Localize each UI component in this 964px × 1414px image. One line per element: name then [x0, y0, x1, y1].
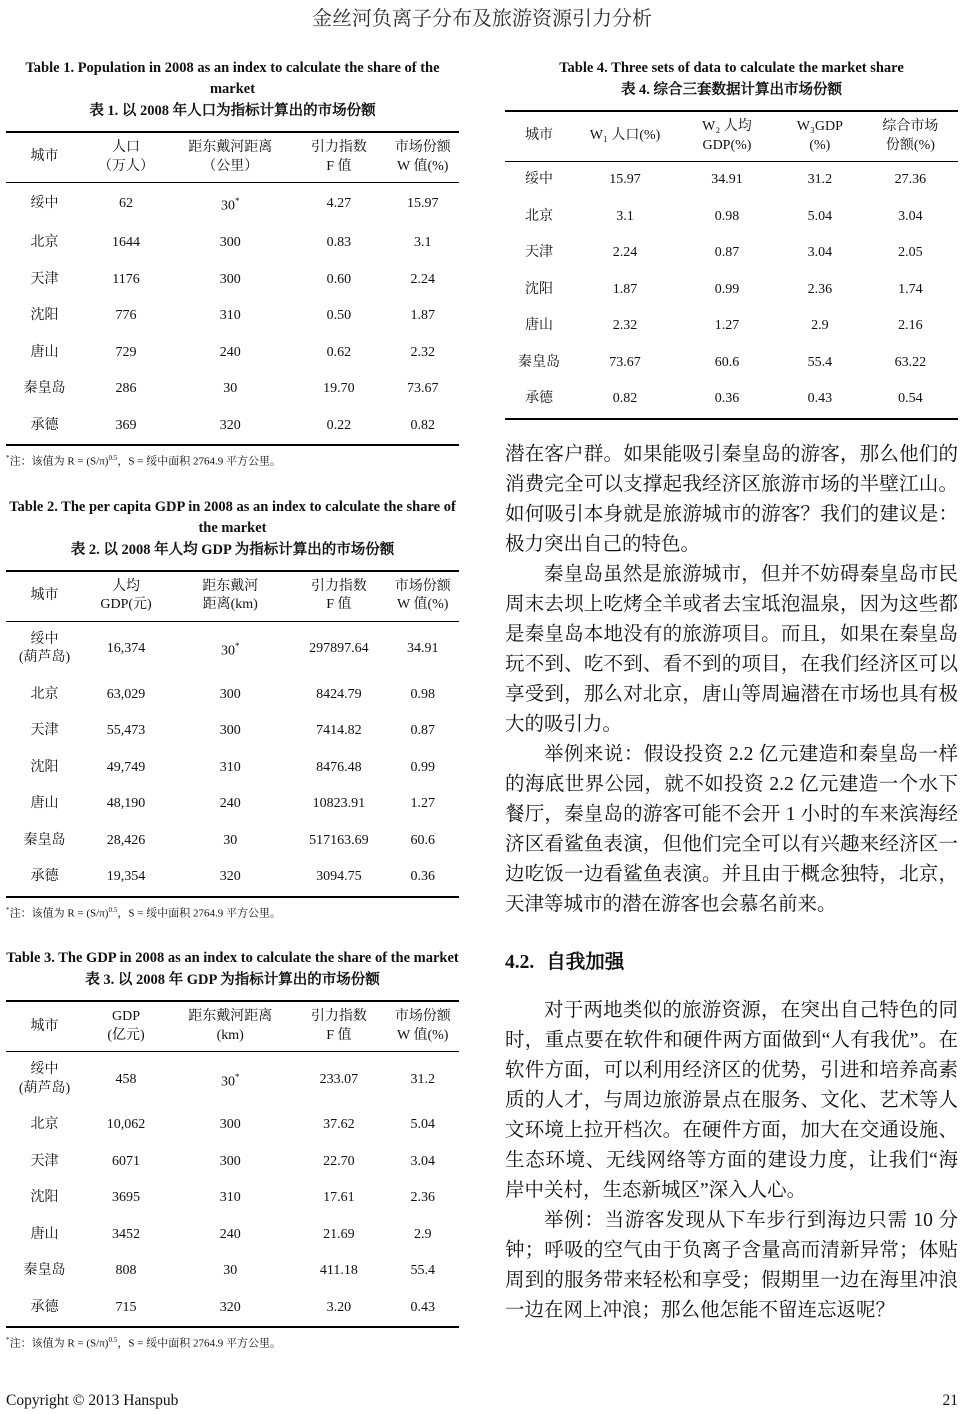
table-1-footnote: [6, 451, 459, 470]
table-cell: 北京: [524, 208, 553, 224]
table-cell: 2.32: [410, 344, 435, 360]
paragraph-2: 秦皇岛虽然是旅游城市，但并不妨碍秦皇岛市民周末去坝上吃烤全羊或者去宝坻泡温泉，因为这些都是秦皇岛本地没有的旅游项目。而且，如果在秦皇岛玩不到、吃不到、看不到的项目，在我们经济区可以享受到，那么对北京，唐山等周遍潜在市场也具有极大的吸引力。: [505, 563, 958, 735]
table-row: [6, 823, 459, 860]
table-cell: 8476.48: [316, 759, 362, 775]
table-cell: 0.22: [326, 417, 352, 433]
table-cell: 300: [219, 271, 241, 287]
table-cell: 10823.91: [312, 796, 366, 812]
section-heading-4-2: [505, 946, 958, 974]
table-cell: 0.98: [714, 208, 740, 224]
table-cell: 2.24: [612, 245, 638, 260]
table-cell: 3.20: [326, 1299, 352, 1315]
table-2-caption-zh: 表 2. 以 2008 年人均 GDP 为指标计算出的市场份额: [70, 541, 395, 558]
table-row: [6, 1180, 459, 1217]
table-cell: 300: [219, 1153, 241, 1169]
table-cell: 34.91: [406, 641, 439, 657]
table-row: [6, 713, 459, 750]
table-1: [6, 131, 459, 446]
table-cell: 19,354: [106, 869, 146, 885]
table-cell: 300: [219, 686, 241, 702]
table-2-caption: [6, 497, 459, 561]
table-cell: 240: [219, 796, 241, 812]
table-row: [505, 162, 958, 199]
table-cell: 300: [219, 235, 241, 251]
table-cell: 北京: [30, 686, 59, 702]
table-cell: 34.91: [711, 172, 743, 187]
table-row: [6, 183, 459, 226]
table-cell: 19.70: [323, 381, 355, 397]
table-row: [505, 308, 958, 345]
table-cell: 2.05: [898, 245, 923, 260]
column-header: 距东戴河距离 (km): [169, 1001, 291, 1052]
column-header: 人均 GDP(元): [83, 571, 169, 622]
table-cell: 310: [219, 308, 241, 324]
table-cell: 715: [115, 1299, 137, 1315]
paragraph-5: 举例：当游客发现从下车步行到海边只需 10 分钟；呼吸的空气由于负离子含量高而清新异常；体贴周到的服务带来轻松和享受；假期里一边在海里冲浪一边在网上冲浪；那么他怎能不留连忘返呢？: [505, 1209, 958, 1321]
table-cell: 233.07: [319, 1071, 359, 1087]
table-4-caption: [505, 58, 958, 101]
table-cell: 2.9: [811, 318, 829, 333]
table-cell: 北京: [30, 1117, 59, 1133]
table-row: [6, 225, 459, 262]
table-cell: 沈阳: [30, 759, 59, 775]
column-header: 城市: [505, 111, 573, 162]
table-cell: 0.43: [410, 1299, 435, 1315]
table-cell: 沈阳: [30, 1190, 59, 1206]
section-number: 4.2.: [505, 951, 535, 973]
table-cell: 8424.79: [316, 686, 362, 702]
column-header: 城市: [6, 1001, 83, 1052]
page-footer: [6, 1392, 958, 1410]
table-row: [6, 1107, 459, 1144]
table-cell: 0.83: [326, 235, 352, 251]
table-3-caption: [6, 948, 459, 991]
table-row: [6, 371, 459, 408]
table-cell: 30: [223, 381, 238, 397]
table-cell: 2.36: [807, 281, 833, 297]
table-cell: 唐山: [30, 796, 59, 812]
table-cell: 2.9: [413, 1226, 432, 1242]
table-cell: 458: [115, 1071, 137, 1087]
table-row: [6, 1217, 459, 1254]
table-cell: 31.2: [410, 1071, 435, 1087]
footnote-marker: *: [6, 1336, 10, 1345]
column-header: 市场份额 W 值(%): [386, 1001, 459, 1052]
table-cell: 17.61: [323, 1190, 355, 1206]
table-cell: 3.04: [807, 245, 833, 260]
table-header-row: [6, 571, 459, 622]
table-header-row: [6, 1001, 459, 1052]
section-title: 自我加强: [546, 951, 625, 973]
table-cell: 517163.69: [309, 832, 369, 848]
table-row: [505, 381, 958, 419]
table-header-row: [505, 111, 958, 162]
table-row: [6, 1052, 459, 1108]
table-cell: 0.82: [410, 417, 435, 433]
table-row: [6, 750, 459, 787]
table-cell: 秦皇岛: [517, 354, 560, 370]
table-cell: 0.98: [410, 686, 435, 702]
column-header: 城市: [6, 132, 83, 183]
table-cell: 63.22: [894, 354, 927, 370]
table-cell: 0.36: [410, 869, 435, 885]
table-cell: 286: [115, 381, 137, 397]
column-header: W₂ 人均 GDP(%): [677, 111, 777, 162]
table-cell: 1.87: [410, 308, 435, 324]
table-row: [6, 262, 459, 299]
column-header: 综合市场 份额(%): [863, 111, 958, 162]
table-row: [505, 199, 958, 236]
table-cell: 1176: [112, 271, 140, 287]
table-cell: 3.1: [616, 208, 634, 224]
table-cell: 2.16: [898, 318, 923, 333]
table-cell: 0.54: [898, 391, 923, 406]
table-row: [6, 1253, 459, 1290]
table-4-caption-en: Table 4. Three sets of data to calculate the market share: [559, 60, 904, 76]
table-cell: 3094.75: [316, 869, 362, 885]
column-header: 引力指数 F 值: [291, 1001, 386, 1052]
table-cell: 3452: [112, 1226, 141, 1242]
table-cell: 320: [219, 1299, 241, 1315]
table-cell: 2.32: [612, 318, 638, 333]
table-cell: 5.04: [807, 208, 833, 224]
table-cell: 729: [115, 344, 137, 360]
table-cell: 411.18: [319, 1263, 358, 1279]
table-header-row: [6, 132, 459, 183]
table-cell: 28,426: [106, 832, 146, 848]
table-row: [6, 298, 459, 335]
page-title: 金丝河负离子分布及旅游资源引力分析: [312, 8, 652, 30]
table-cell: 1644: [112, 235, 141, 251]
footnote-text-pre: 注：该值为 R = (S/π): [9, 1338, 109, 1351]
table-3-footnote: [6, 1333, 459, 1352]
table-cell: 73.67: [406, 381, 439, 397]
footer-page-number: 21: [942, 1392, 958, 1409]
table-row: [6, 1144, 459, 1181]
table-2: [6, 570, 459, 898]
table-cell: 7414.82: [316, 723, 362, 739]
table-cell: 30*: [220, 1071, 240, 1090]
table-cell: 2.24: [410, 271, 435, 287]
table-cell: 0.36: [714, 391, 740, 406]
table-cell: 55.4: [807, 354, 833, 370]
table-cell: 240: [219, 344, 241, 360]
paragraph-3: 举例来说：假设投资 2.2 亿元建造和秦皇岛一样的海底世界公园，就不如投资 2.2 亿元建造一个水下餐厅，秦皇岛的游客可能不会开 1 小时的车来滨海经济区看鲨鱼表演，但他们完全可以有兴趣来经济区一边吃饭一边看鲨鱼表演。并且由于概念独特，北京，天津等城市的潜在游客也会慕名前来。: [505, 743, 958, 915]
table-4: [505, 110, 958, 420]
table-3: [6, 1000, 459, 1328]
table-cell: 320: [219, 417, 241, 433]
table-cell: 0.82: [612, 391, 638, 406]
table-cell: 绥中: [30, 195, 59, 211]
footnote-text-pre: 注：该值为 R = (S/π): [9, 455, 109, 468]
table-1-caption: [6, 58, 459, 122]
table-cell: 73.67: [609, 354, 641, 370]
table-cell: 1.27: [410, 796, 435, 812]
table-2-footnote: [6, 903, 459, 922]
table-cell: 15.97: [609, 172, 641, 187]
column-header: 距东戴河距离 （公里）: [169, 132, 291, 183]
table-cell: 320: [219, 869, 241, 885]
table-row: [505, 345, 958, 382]
table-cell: 0.60: [326, 271, 352, 287]
table-row: [505, 235, 958, 272]
table-cell: 776: [115, 308, 137, 324]
table-cell: 22.70: [323, 1153, 355, 1169]
column-header: W₁ 人口(%): [573, 111, 677, 162]
table-cell: 天津: [524, 245, 553, 260]
column-header: 城市: [6, 571, 83, 622]
table-cell: 0.99: [714, 281, 740, 297]
table-cell: 60.6: [714, 354, 740, 370]
footnote-marker: *: [6, 905, 10, 914]
table-cell: 16,374: [106, 641, 146, 657]
table-1-caption-en: Table 1. Population in 2008 as an index to calculate the share of the market: [25, 60, 440, 97]
column-header: 距东戴河 距离(km): [169, 571, 291, 622]
table-cell: 3.04: [410, 1153, 435, 1169]
table-row: [6, 786, 459, 823]
table-cell: 297897.64: [309, 641, 369, 657]
table-cell: 秦皇岛: [23, 832, 66, 848]
table-3-caption-en: Table 3. The GDP in 2008 as an index to calculate the share of the market: [6, 950, 459, 967]
table-cell: 62: [119, 195, 134, 211]
table-cell: 沈阳: [30, 308, 59, 324]
table-cell: 31.2: [807, 172, 833, 187]
table-cell: 5.04: [410, 1117, 435, 1133]
table-1-caption-zh: 表 1. 以 2008 年人口为指标计算出的市场份额: [89, 103, 376, 119]
table-cell: 48,190: [106, 796, 146, 812]
table-cell: 4.27: [326, 195, 352, 211]
table-cell: 0.87: [714, 245, 740, 260]
table-cell: 承德: [30, 417, 59, 433]
table-cell: 15.97: [406, 195, 439, 211]
table-row: [6, 859, 459, 897]
table-cell: 0.62: [326, 344, 352, 360]
table-cell: 天津: [30, 1153, 59, 1169]
footnote-exponent: 0.5: [108, 1336, 118, 1345]
column-header: 市场份额 W 值(%): [386, 132, 459, 183]
column-header: W₃GDP (%): [777, 111, 863, 162]
table-cell: 21.69: [323, 1226, 355, 1242]
table-cell: 唐山: [30, 344, 59, 360]
table-cell: 55.4: [410, 1263, 435, 1279]
table-cell: 天津: [30, 271, 59, 287]
table-cell: 300: [219, 1117, 241, 1133]
table-cell: 310: [219, 759, 241, 775]
table-cell: 3.1: [413, 235, 432, 251]
footnote-text-post: ，S = 绥中面积 2764.9 平方公里。: [117, 907, 281, 920]
table-cell: 绥中 (葫芦岛): [18, 1062, 71, 1096]
table-cell: 3.04: [898, 208, 923, 224]
footer-copyright: Copyright © 2013 Hanspub: [6, 1392, 179, 1409]
table-cell: 30*: [220, 641, 240, 659]
two-column-layout: [0, 31, 964, 1352]
table-cell: 55,473: [106, 723, 146, 739]
footnote-text-post: ，S = 绥中面积 2764.9 平方公里。: [117, 1338, 281, 1351]
table-cell: 30*: [220, 196, 240, 214]
column-header: GDP (亿元): [83, 1001, 169, 1052]
table-cell: 沈阳: [524, 281, 553, 297]
column-header: 引力指数 F 值: [291, 132, 386, 183]
table-cell: 2.36: [410, 1190, 435, 1206]
right-column: [505, 31, 958, 1326]
table-cell: 0.99: [410, 759, 435, 775]
table-cell: 27.36: [894, 172, 927, 187]
table-cell: 1.74: [898, 281, 923, 297]
table-cell: 0.50: [326, 308, 352, 324]
table-cell: 0.87: [410, 723, 435, 739]
table-cell: 1.27: [714, 318, 740, 333]
table-row: [6, 621, 459, 677]
table-cell: 绥中 (葫芦岛): [18, 631, 71, 666]
table-cell: 承德: [30, 1299, 59, 1315]
table-cell: 10,062: [106, 1117, 146, 1133]
table-row: [505, 272, 958, 309]
table-cell: 唐山: [30, 1226, 59, 1242]
table-cell: 承德: [30, 869, 59, 885]
table-cell: 唐山: [524, 318, 553, 333]
table-cell: 808: [115, 1263, 137, 1279]
column-header: 人口 （万人）: [83, 132, 169, 183]
footnote-text-pre: 注：该值为 R = (S/π): [9, 907, 109, 920]
footnote-exponent: 0.5: [108, 454, 118, 463]
table-cell: 369: [115, 417, 137, 433]
table-row: [6, 335, 459, 372]
table-cell: 30: [223, 832, 238, 848]
table-cell: 秦皇岛: [23, 1263, 66, 1279]
table-cell: 3695: [112, 1190, 141, 1206]
column-header: 市场份额 W 值(%): [386, 571, 459, 622]
table-cell: 310: [219, 1190, 241, 1206]
table-cell: 300: [219, 723, 241, 739]
paragraph-1: 潜在客户群。如果能吸引秦皇岛的游客，那么他们的消费完全可以支撑起我经济区旅游市场的半壁江山。如何吸引本身就是旅游城市的游客？我们的建议是：极力突出自己的特色。: [505, 443, 958, 555]
table-cell: 60.6: [410, 832, 435, 848]
footnote-marker: *: [6, 454, 10, 463]
table-cell: 承德: [524, 391, 553, 406]
column-header: 引力指数 F 值: [291, 571, 386, 622]
paragraph-4: 对于两地类似的旅游资源，在突出自己特色的同时，重点要在软件和硬件两方面做到“人有我优”。在软件方面，可以利用经济区的优势，引进和培养高素质的人才，与周边旅游景点在服务、文化、艺术等人文环境上拉开档次。在硬件方面，加大在交通设施、生态环境、无线网络等方面的建设力度，让我们“海岸中关村，生态新城区”深入人心。: [505, 999, 958, 1201]
table-cell: 0.43: [807, 391, 833, 406]
table-cell: 北京: [30, 235, 59, 251]
table-4-caption-zh: 表 4. 综合三套数据计算出市场份额: [620, 82, 843, 98]
table-cell: 37.62: [323, 1117, 355, 1133]
table-row: [6, 677, 459, 714]
footnote-text-post: ，S = 绥中面积 2764.9 平方公里。: [117, 455, 281, 468]
table-cell: 绥中: [524, 172, 553, 187]
table-cell: 天津: [30, 723, 59, 739]
table-cell: 秦皇岛: [23, 381, 66, 397]
table-2-caption-en: Table 2. The per capita GDP in 2008 as an index to calculate the share of the market: [9, 498, 456, 536]
table-cell: 6071: [112, 1153, 141, 1169]
table-cell: 30: [223, 1263, 238, 1279]
table-row: [6, 1290, 459, 1328]
left-column: [6, 31, 459, 1352]
table-3-caption-zh: 表 3. 以 2008 年 GDP 为指标计算出的市场份额: [85, 972, 380, 989]
table-row: [6, 408, 459, 446]
table-cell: 1.87: [612, 281, 638, 297]
table-cell: 63,029: [106, 686, 146, 702]
table-cell: 49,749: [106, 759, 146, 775]
table-cell: 240: [219, 1226, 241, 1242]
footnote-exponent: 0.5: [108, 905, 118, 914]
